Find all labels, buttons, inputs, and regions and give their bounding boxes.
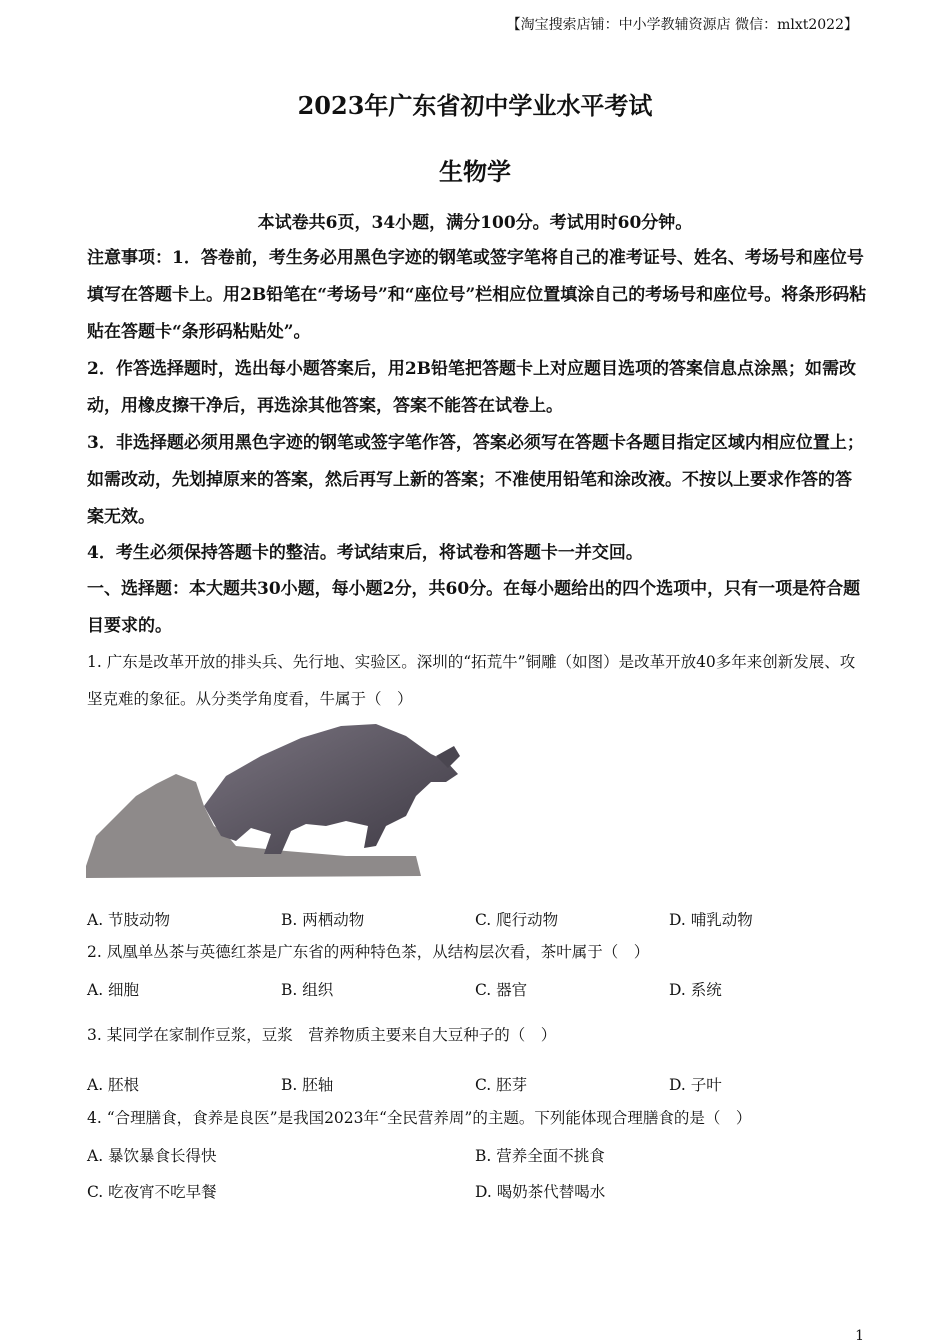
question-4-stem: 4. “合理膳食，食养是良医”是我国2023年“全民营养周”的主题。下列能体现合理膳食的是（ ）	[87, 1109, 752, 1127]
q4-option-b: B. 营养全面不挑食	[475, 1147, 605, 1165]
q3-option-d: D. 子叶	[669, 1076, 722, 1094]
exam-summary: 本试卷共6页，34小题，满分100分。考试用时60分钟。	[257, 213, 693, 233]
q1-option-d: D. 哺乳动物	[669, 911, 753, 929]
q2-option-b: B. 组织	[281, 981, 334, 999]
q1-option-c: C. 爬行动物	[475, 911, 559, 929]
q1-option-a: A. 节肢动物	[87, 911, 171, 929]
subject-title: 生物学	[439, 157, 511, 186]
q4-option-c: C. 吃夜宵不吃早餐	[87, 1183, 217, 1201]
q2-option-a: A. 细胞	[87, 981, 140, 999]
q2-option-d: D. 系统	[669, 981, 722, 999]
section-heading: 一、选择题：本大题共30小题，每小题2分，共60分。在每小题给出的四个选项中，只有一项是符合题目要求的。	[87, 579, 861, 636]
q3-option-a: A. 胚根	[87, 1076, 140, 1094]
page-title: 2023年广东省初中学业水平考试	[297, 91, 653, 120]
q3-option-b: B. 胚轴	[281, 1076, 334, 1094]
q1-option-b: B. 两栖动物	[281, 911, 365, 929]
note-4: 4．考生必须保持答题卡的整洁。考试结束后，将试卷和答题卡一并交回。	[87, 543, 643, 563]
question-3-stem: 3. 某同学在家制作豆浆，豆浆 营养物质主要来自大豆种子的（ ）	[87, 1026, 557, 1044]
note-2: 2．作答选择题时，选出每小题答案后，用2B铅笔把答题卡上对应题目选项的答案信息点涂黑；如需改动，用橡皮擦干净后，再选涂其他答案，答案不能答在试卷上。	[87, 359, 857, 416]
note-1: 注意事项：1．答卷前，考生务必用黑色字迹的钢笔或签字笔将自己的准考证号、姓名、考场号和座位号填写在答题卡上。用2B铅笔在“考场号”和“座位号”栏相应位置填涂自己的考场号和座位号。将条形码粘贴在答题卡“条形码粘贴处”。	[87, 248, 867, 342]
q4-option-d: D. 喝奶茶代替喝水	[475, 1183, 606, 1201]
q4-option-a: A. 暴饮暴食长得快	[87, 1147, 217, 1165]
header-note: 【淘宝搜索店铺：中小学教辅资源店 微信：mlxt2022】	[506, 17, 858, 33]
question-1-stem: 1. 广东是改革开放的排头兵、先行地、实验区。深圳的“拓荒牛”铜雕（如图）是改革开放40多年来创新发展、攻坚克难的象征。从分类学角度看，牛属于（ ）	[87, 653, 856, 708]
question-2-stem: 2. 凤凰单丛茶与英德红茶是广东省的两种特色茶，从结构层次看，茶叶属于（ ）	[87, 943, 650, 961]
q3-option-c: C. 胚芽	[475, 1076, 528, 1094]
page-number: 1	[855, 1328, 864, 1344]
note-3: 3．非选择题必须用黑色字迹的钢笔或签字笔作答，答案必须写在答题卡各题目指定区域内相应位置上；如需改动，先划掉原来的答案，然后再写上新的答案；不准使用铅笔和涂改液。不按以上要求作答的答案无效。	[87, 433, 864, 527]
q2-option-c: C. 器官	[475, 981, 528, 999]
bull-statue-image	[86, 716, 464, 882]
